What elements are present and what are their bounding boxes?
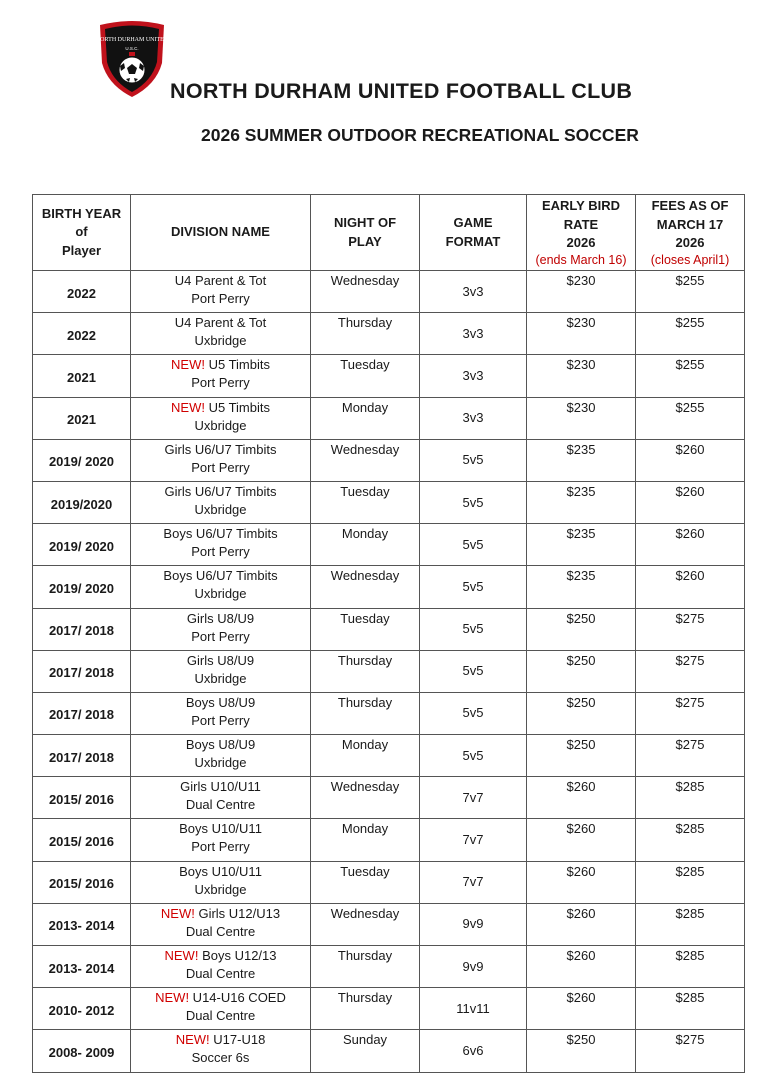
division-location: Port Perry [191, 291, 250, 306]
division-name: Boys U6/U7 Timbits [163, 568, 278, 584]
early-bird-cell: $235 [527, 439, 636, 481]
table-row [33, 735, 745, 777]
division-location: Port Perry [191, 628, 250, 644]
header-fees: FEES AS OF MARCH 17 2026 (closes April1) [636, 195, 745, 271]
division-location: Dual Centre [185, 966, 256, 981]
division-location: Dual Centre [185, 797, 256, 813]
division-cell [131, 313, 311, 355]
early-bird-cell: $250 [527, 608, 636, 650]
club-title: NORTH DURHAM UNITED FOOTBALL CLUB [170, 79, 633, 103]
format-cell: 3v3 [420, 313, 527, 355]
table-row [33, 777, 745, 819]
division-location: Dual Centre [185, 1008, 256, 1024]
fee-cell: $260 [636, 439, 745, 481]
division-location: Uxbridge [194, 881, 247, 897]
fee-cell: $255 [636, 271, 745, 313]
early-bird-cell: $250 [527, 692, 636, 734]
night-cell: Tuesday [311, 861, 420, 903]
fee-cell: $260 [636, 481, 745, 523]
division-location: Soccer 6s [191, 1050, 250, 1066]
fee-cell: $260 [636, 524, 745, 566]
format-cell: 5v5 [420, 735, 527, 777]
night-cell: Sunday [311, 1030, 420, 1072]
birth-year-cell: 2017/ 2018 [33, 692, 131, 734]
format-cell: 7v7 [420, 819, 527, 861]
early-bird-cell: $250 [527, 650, 636, 692]
division-name: Girls U12/U13 [194, 905, 281, 921]
birth-year-cell: 2015/ 2016 [33, 777, 131, 819]
division-cell [131, 271, 311, 313]
night-cell: Thursday [311, 692, 420, 734]
header-division: DIVISION NAME [131, 195, 311, 271]
format-cell: 7v7 [420, 861, 527, 903]
division-name: Boys U12/13 [198, 948, 277, 963]
table-row [33, 650, 745, 692]
fee-cell: $255 [636, 397, 745, 439]
division-location: Uxbridge [194, 670, 247, 686]
division-location: Uxbridge [194, 333, 247, 349]
division-name: U5 Timbits [204, 399, 270, 415]
birth-year-cell: 2022 [33, 313, 131, 355]
new-badge: NEW! [171, 399, 205, 415]
format-cell: 11v11 [420, 988, 527, 1030]
early-bird-cell: $260 [527, 777, 636, 819]
format-cell: 5v5 [420, 524, 527, 566]
division-cell [131, 397, 311, 439]
early-bird-cell: $260 [527, 819, 636, 861]
header-birth-year: BIRTH YEAR of Player [33, 195, 131, 271]
header-format: GAME FORMAT [420, 195, 527, 271]
division-location: Port Perry [191, 544, 250, 560]
division-name: U17-U18 [209, 1032, 266, 1048]
division-cell [131, 903, 311, 945]
new-badge: NEW! [164, 948, 199, 963]
division-cell [131, 735, 311, 777]
new-badge: NEW! [155, 990, 190, 1006]
fee-cell: $275 [636, 735, 745, 777]
birth-year-cell: 2017/ 2018 [33, 735, 131, 777]
format-cell: 5v5 [420, 692, 527, 734]
early-bird-cell: $235 [527, 566, 636, 608]
division-location: Port Perry [191, 459, 250, 475]
club-logo [96, 19, 168, 99]
table-row [33, 397, 745, 439]
table-row [33, 819, 745, 861]
birth-year-cell: 2021 [33, 355, 131, 397]
night-cell: Wednesday [311, 903, 420, 945]
table-row [33, 861, 745, 903]
table-row [33, 608, 745, 650]
fee-cell: $260 [636, 566, 745, 608]
division-location: Uxbridge [194, 755, 247, 771]
format-cell: 9v9 [420, 903, 527, 945]
format-cell: 5v5 [420, 566, 527, 608]
division-location: Port Perry [191, 712, 250, 728]
night-cell: Thursday [311, 988, 420, 1030]
division-name: Boys U10/U11 [179, 863, 262, 879]
division-name: Girls U8/U9 [186, 652, 255, 668]
new-badge: NEW! [160, 905, 195, 921]
birth-year-cell: 2019/ 2020 [33, 566, 131, 608]
early-bird-cell: $260 [527, 946, 636, 988]
division-cell [131, 861, 311, 903]
fee-cell: $275 [636, 692, 745, 734]
division-name: U5 Timbits [204, 357, 270, 373]
early-bird-cell: $230 [527, 271, 636, 313]
table-row [33, 1030, 745, 1072]
division-cell [131, 1030, 311, 1072]
division-cell [131, 566, 311, 608]
table-header-row [33, 195, 745, 271]
format-cell: 5v5 [420, 650, 527, 692]
division-name: U4 Parent & Tot [174, 273, 267, 288]
new-badge: NEW! [175, 1032, 210, 1048]
division-location: Uxbridge [194, 501, 247, 517]
birth-year-cell: 2017/ 2018 [33, 650, 131, 692]
format-cell: 5v5 [420, 608, 527, 650]
night-cell: Thursday [311, 650, 420, 692]
birth-year-cell: 2010- 2012 [33, 988, 131, 1030]
division-name: Boys U8/U9 [185, 737, 256, 753]
night-cell: Tuesday [311, 355, 420, 397]
program-title: 2026 SUMMER OUTDOOR RECREATIONAL SOCCER [201, 125, 639, 145]
fee-table [32, 194, 745, 1073]
format-cell: 3v3 [420, 271, 527, 313]
table-row [33, 692, 745, 734]
division-location: Port Perry [191, 375, 250, 391]
night-cell: Tuesday [311, 608, 420, 650]
early-bird-cell: $235 [527, 481, 636, 523]
division-cell [131, 650, 311, 692]
division-cell [131, 819, 311, 861]
table-row [33, 439, 745, 481]
division-cell [131, 777, 311, 819]
early-bird-cell: $250 [527, 1030, 636, 1072]
early-bird-cell: $250 [527, 735, 636, 777]
birth-year-cell: 2019/ 2020 [33, 524, 131, 566]
division-name: Girls U10/U11 [180, 779, 261, 795]
division-cell [131, 608, 311, 650]
fee-cell: $285 [636, 946, 745, 988]
table-row [33, 271, 745, 313]
night-cell: Monday [311, 524, 420, 566]
early-bird-cell: $230 [527, 397, 636, 439]
division-location: Uxbridge [194, 586, 247, 602]
header-early-bird: EARLY BIRD RATE 2026 (ends March 16) [527, 195, 636, 271]
birth-year-cell: 2022 [33, 271, 131, 313]
division-cell [131, 355, 311, 397]
table-row [33, 946, 745, 988]
birth-year-cell: 2021 [33, 397, 131, 439]
fee-cell: $255 [636, 355, 745, 397]
night-cell: Wednesday [311, 439, 420, 481]
division-location: Uxbridge [194, 417, 247, 433]
svg-text:NORTH DURHAM UNITED: NORTH DURHAM UNITED [96, 37, 168, 43]
svg-text:U.S.C.: U.S.C. [125, 46, 139, 51]
division-cell [131, 524, 311, 566]
division-name: U4 Parent & Tot [174, 315, 267, 331]
division-name: Boys U6/U7 Timbits [163, 526, 278, 542]
table-row [33, 566, 745, 608]
fee-cell: $275 [636, 608, 745, 650]
format-cell: 7v7 [420, 777, 527, 819]
early-bird-cell: $260 [527, 903, 636, 945]
division-cell [131, 439, 311, 481]
birth-year-cell: 2015/ 2016 [33, 861, 131, 903]
fee-cell: $255 [636, 313, 745, 355]
birth-year-cell: 2013- 2014 [33, 946, 131, 988]
early-bird-cell: $230 [527, 313, 636, 355]
division-name: Girls U6/U7 Timbits [164, 441, 277, 457]
format-cell: 5v5 [420, 481, 527, 523]
fee-cell: $275 [636, 1030, 745, 1072]
early-bird-cell: $260 [527, 988, 636, 1030]
early-bird-cell: $260 [527, 861, 636, 903]
division-name: U14-U16 COED [189, 990, 286, 1006]
format-cell: 3v3 [420, 397, 527, 439]
night-cell: Tuesday [311, 481, 420, 523]
fee-cell: $285 [636, 777, 745, 819]
birth-year-cell: 2013- 2014 [33, 903, 131, 945]
division-location: Port Perry [191, 839, 250, 855]
birth-year-cell: 2019/2020 [33, 481, 131, 523]
night-cell: Wednesday [311, 566, 420, 608]
night-cell: Thursday [311, 313, 420, 355]
table-row [33, 313, 745, 355]
birth-year-cell: 2015/ 2016 [33, 819, 131, 861]
birth-year-cell: 2017/ 2018 [33, 608, 131, 650]
division-name: Girls U8/U9 [186, 610, 255, 626]
division-cell [131, 481, 311, 523]
division-cell [131, 946, 311, 988]
format-cell: 6v6 [420, 1030, 527, 1072]
division-name: Boys U8/U9 [185, 694, 256, 710]
night-cell: Thursday [311, 946, 420, 988]
fee-cell: $285 [636, 903, 745, 945]
format-cell: 3v3 [420, 355, 527, 397]
night-cell: Wednesday [311, 271, 420, 313]
night-cell: Monday [311, 735, 420, 777]
night-cell: Monday [311, 397, 420, 439]
header-night: NIGHT OF PLAY [311, 195, 420, 271]
division-cell [131, 692, 311, 734]
table-row [33, 355, 745, 397]
table-row [33, 481, 745, 523]
division-name: Boys U10/U11 [179, 821, 262, 837]
format-cell: 5v5 [420, 439, 527, 481]
early-bird-cell: $230 [527, 355, 636, 397]
birth-year-cell: 2008- 2009 [33, 1030, 131, 1072]
night-cell: Wednesday [311, 777, 420, 819]
format-cell: 9v9 [420, 946, 527, 988]
early-bird-cell: $235 [527, 524, 636, 566]
night-cell: Monday [311, 819, 420, 861]
division-location: Dual Centre [185, 923, 256, 939]
division-name: Girls U6/U7 Timbits [164, 483, 277, 499]
table-row [33, 903, 745, 945]
table-row [33, 524, 745, 566]
fee-cell: $285 [636, 988, 745, 1030]
fee-cell: $285 [636, 819, 745, 861]
fee-cell: $275 [636, 650, 745, 692]
new-badge: NEW! [171, 357, 205, 373]
birth-year-cell: 2019/ 2020 [33, 439, 131, 481]
fee-cell: $285 [636, 861, 745, 903]
